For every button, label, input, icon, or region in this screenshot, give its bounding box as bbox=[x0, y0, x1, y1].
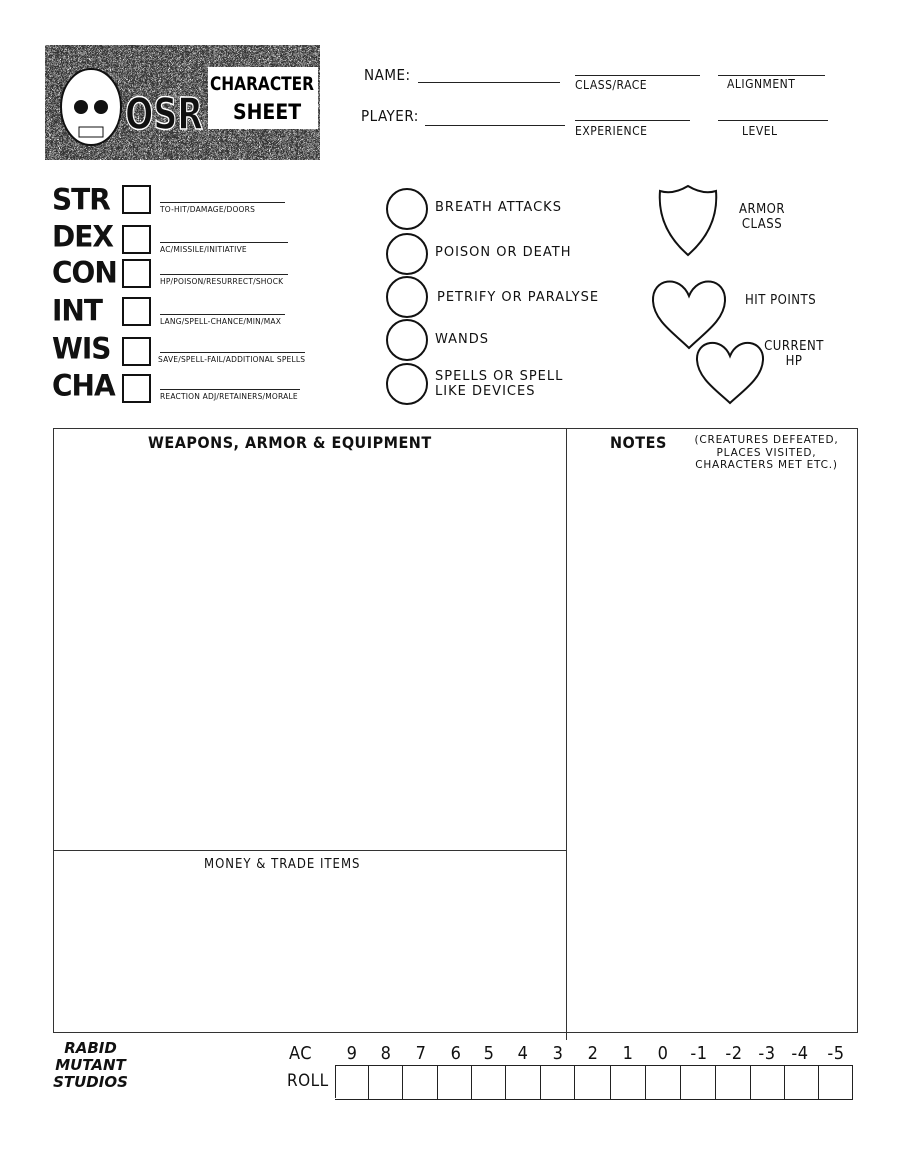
stat-score-box[interactable] bbox=[122, 259, 151, 288]
stat-abbr: INT bbox=[52, 293, 102, 328]
alignment-label: ALIGNMENT bbox=[727, 77, 796, 91]
ac-value: -1 bbox=[690, 1043, 708, 1064]
stat-modifier-line[interactable] bbox=[160, 274, 288, 275]
current-hp-heart-icon[interactable] bbox=[694, 338, 766, 406]
stat-detail: REACTION ADJ/RETAINERS/MORALE bbox=[160, 392, 298, 401]
stat-detail: SAVE/SPELL-FAIL/ADDITIONAL SPELLS bbox=[158, 355, 306, 364]
column-divider bbox=[566, 428, 567, 1040]
roll-cell[interactable] bbox=[575, 1065, 611, 1100]
ac-value: 7 bbox=[415, 1043, 427, 1064]
stat-abbr: STR bbox=[52, 182, 110, 217]
roll-cell[interactable] bbox=[681, 1065, 716, 1100]
save-petrify-label: PETRIFY OR PARALYSE bbox=[437, 290, 600, 305]
svg-text:SHEET: SHEET bbox=[233, 100, 302, 124]
class-race-field[interactable] bbox=[575, 75, 700, 76]
money-area[interactable] bbox=[60, 880, 560, 1025]
stat-detail: TO-HIT/DAMAGE/DOORS bbox=[160, 205, 256, 214]
ac-value: 0 bbox=[657, 1043, 669, 1064]
roll-cell[interactable] bbox=[403, 1065, 438, 1100]
stat-abbr: CON bbox=[52, 255, 117, 290]
ac-value: 6 bbox=[450, 1043, 462, 1064]
stat-modifier-line[interactable] bbox=[160, 202, 285, 203]
experience-label: EXPERIENCE bbox=[575, 124, 648, 138]
armor-class-label: ARMOR CLASS bbox=[738, 202, 786, 232]
ac-value: -2 bbox=[725, 1043, 743, 1064]
roll-cell[interactable] bbox=[611, 1065, 646, 1100]
ac-value: -3 bbox=[758, 1043, 776, 1064]
svg-text:OSR: OSR bbox=[125, 89, 203, 140]
weapons-area[interactable] bbox=[60, 460, 560, 845]
save-spells-label: SPELLS OR SPELL LIKE DEVICES bbox=[435, 369, 564, 399]
ac-value: 3 bbox=[552, 1043, 564, 1064]
stat-score-box[interactable] bbox=[122, 297, 151, 326]
stat-abbr: CHA bbox=[52, 368, 115, 403]
ac-value: 4 bbox=[517, 1043, 529, 1064]
stat-modifier-line[interactable] bbox=[160, 389, 300, 390]
ac-value: 2 bbox=[587, 1043, 599, 1064]
save-petrify-circle[interactable] bbox=[386, 276, 428, 318]
level-label: LEVEL bbox=[742, 124, 778, 138]
roll-cell[interactable] bbox=[819, 1065, 853, 1100]
stat-modifier-line[interactable] bbox=[160, 242, 288, 243]
svg-text:CHARACTER: CHARACTER bbox=[210, 73, 314, 95]
ac-label: AC bbox=[289, 1043, 313, 1064]
save-poison-label: POISON OR DEATH bbox=[435, 245, 572, 260]
stat-abbr: DEX bbox=[52, 219, 113, 254]
ac-value: 1 bbox=[622, 1043, 634, 1064]
roll-cell[interactable] bbox=[438, 1065, 472, 1100]
name-field[interactable] bbox=[418, 82, 560, 83]
save-poison-circle[interactable] bbox=[386, 233, 428, 275]
roll-cell[interactable] bbox=[472, 1065, 506, 1100]
roll-cell[interactable] bbox=[751, 1065, 785, 1100]
name-label: NAME: bbox=[364, 66, 411, 84]
alignment-field[interactable] bbox=[718, 75, 825, 76]
notes-area[interactable] bbox=[572, 480, 852, 1025]
hit-points-label: HIT POINTS bbox=[745, 293, 817, 308]
publisher-logo: RABID MUTANT STUDIOS bbox=[53, 1039, 128, 1091]
stat-modifier-line[interactable] bbox=[160, 314, 285, 315]
stat-score-box[interactable] bbox=[122, 185, 151, 214]
stat-score-box[interactable] bbox=[122, 337, 151, 366]
roll-label: ROLL bbox=[287, 1071, 329, 1091]
roll-cell[interactable] bbox=[369, 1065, 403, 1100]
weapons-heading: WEAPONS, ARMOR & EQUIPMENT bbox=[148, 433, 432, 452]
roll-cell[interactable] bbox=[506, 1065, 541, 1100]
ac-value: 5 bbox=[483, 1043, 495, 1064]
ac-value: -4 bbox=[791, 1043, 809, 1064]
money-heading: MONEY & TRADE ITEMS bbox=[204, 857, 361, 872]
ac-value: -5 bbox=[827, 1043, 845, 1064]
stat-detail: HP/POISON/RESURRECT/SHOCK bbox=[160, 277, 284, 286]
roll-cell[interactable] bbox=[785, 1065, 819, 1100]
ac-value: 9 bbox=[346, 1043, 358, 1064]
save-spells-circle[interactable] bbox=[386, 363, 428, 405]
stat-detail: LANG/SPELL-CHANCE/MIN/MAX bbox=[160, 317, 282, 326]
player-field[interactable] bbox=[425, 125, 565, 126]
osr-logo bbox=[45, 45, 320, 160]
player-label: PLAYER: bbox=[361, 107, 419, 125]
stat-score-box[interactable] bbox=[122, 225, 151, 254]
skull-logo-icon bbox=[45, 45, 320, 160]
experience-field[interactable] bbox=[575, 120, 690, 121]
level-field[interactable] bbox=[718, 120, 828, 121]
current-hp-label: CURRENT HP bbox=[764, 339, 824, 369]
stat-score-box[interactable] bbox=[122, 374, 151, 403]
stat-detail: AC/MISSILE/INITIATIVE bbox=[160, 245, 247, 254]
roll-cell[interactable] bbox=[335, 1065, 369, 1100]
stat-modifier-line[interactable] bbox=[160, 352, 305, 353]
roll-cell[interactable] bbox=[716, 1065, 751, 1100]
save-breath-circle[interactable] bbox=[386, 188, 428, 230]
roll-cell[interactable] bbox=[646, 1065, 681, 1100]
save-wands-label: WANDS bbox=[435, 332, 490, 347]
save-breath-label: BREATH ATTACKS bbox=[435, 200, 562, 215]
section-divider bbox=[53, 850, 566, 851]
ac-value: 8 bbox=[380, 1043, 392, 1064]
shield-icon[interactable] bbox=[655, 183, 721, 258]
roll-cell[interactable] bbox=[541, 1065, 575, 1100]
notes-heading: NOTES bbox=[610, 433, 667, 452]
class-race-label: CLASS/RACE bbox=[575, 78, 648, 92]
stat-abbr: WIS bbox=[52, 331, 111, 366]
notes-subheading: (CREATURES DEFEATED, PLACES VISITED, CHARACTERS MET ETC.) bbox=[694, 434, 839, 471]
save-wands-circle[interactable] bbox=[386, 319, 428, 361]
